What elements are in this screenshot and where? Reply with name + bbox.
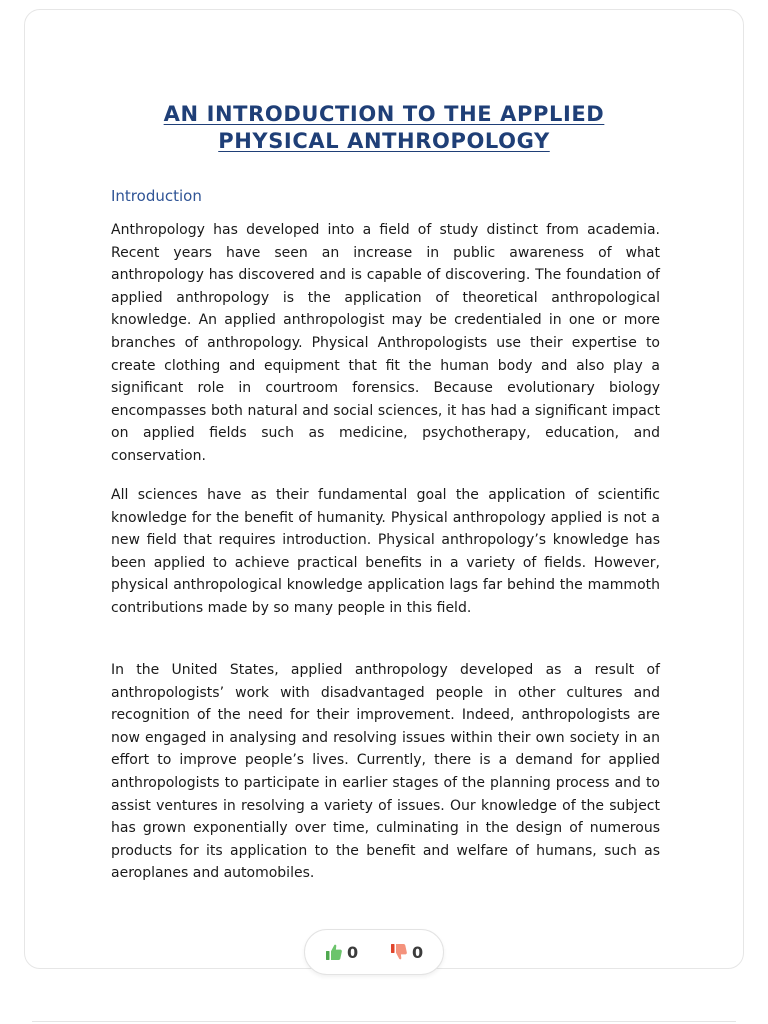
dislike-button[interactable] (390, 941, 423, 963)
document-title-line-2: PHYSICAL ANTHROPOLOGY (218, 129, 550, 153)
like-button[interactable] (325, 941, 358, 963)
like-count: 0 (347, 942, 359, 962)
thumbs-up-icon (325, 943, 343, 961)
document-title-line-1: AN INTRODUCTION TO THE APPLIED (163, 102, 605, 126)
document-title (0, 101, 768, 155)
paragraph-2: All sciences have as their fundamental goal the application of scientific knowledge for the benefit of humanity. Physical anthropology applied is not a new field that requires introduction. Physical anthropology’s knowledge has been applied to achieve practical benefits in a variety of fields. However, physical anthropological knowledge application lags far behind the mammoth contributions made by so many people in this field. (111, 487, 660, 616)
dislike-count: 0 (412, 942, 424, 962)
vote-bar (304, 929, 444, 975)
section-heading-introduction: Introduction (111, 187, 202, 205)
paragraph-1: Anthropology has developed into a field of study distinct from academia. Recent years have seen an increase in public awareness of what anthropology has discovered and is capable of discovering. The foundation of applied anthropology is the application of theoretical anthropological knowledge. An applied anthropologist may be credentialed in one or more branches of anthropology. Physical Anthropologists use their expertise to create clothing and equipment that fit the human body and also play a significant role in courtroom forensics. Because evolutionary biology encompasses both natural and social sciences, it has had a significant impact on applied fields such as medicine, psychotherapy, education, and conservation. (111, 222, 660, 464)
paragraph-3: In the United States, applied anthropology developed as a result of anthropologists’ work with disadvantaged people in other cultures and recognition of the need for their improvement. Indeed, anthropologists are now engaged in analysing and resolving issues within their own society in an effort to improve people’s lives. Currently, there is a demand for applied anthropologists to participate in earlier stages of the planning process and to assist ventures in resolving a variety of issues. Our knowledge of the subject has grown exponentially over time, culminating in the design of numerous products for its application to the benefit and welfare of humans, such as aeroplanes and automobiles. (111, 662, 660, 882)
bottom-divider (32, 1021, 736, 1022)
thumbs-down-icon (390, 943, 408, 961)
